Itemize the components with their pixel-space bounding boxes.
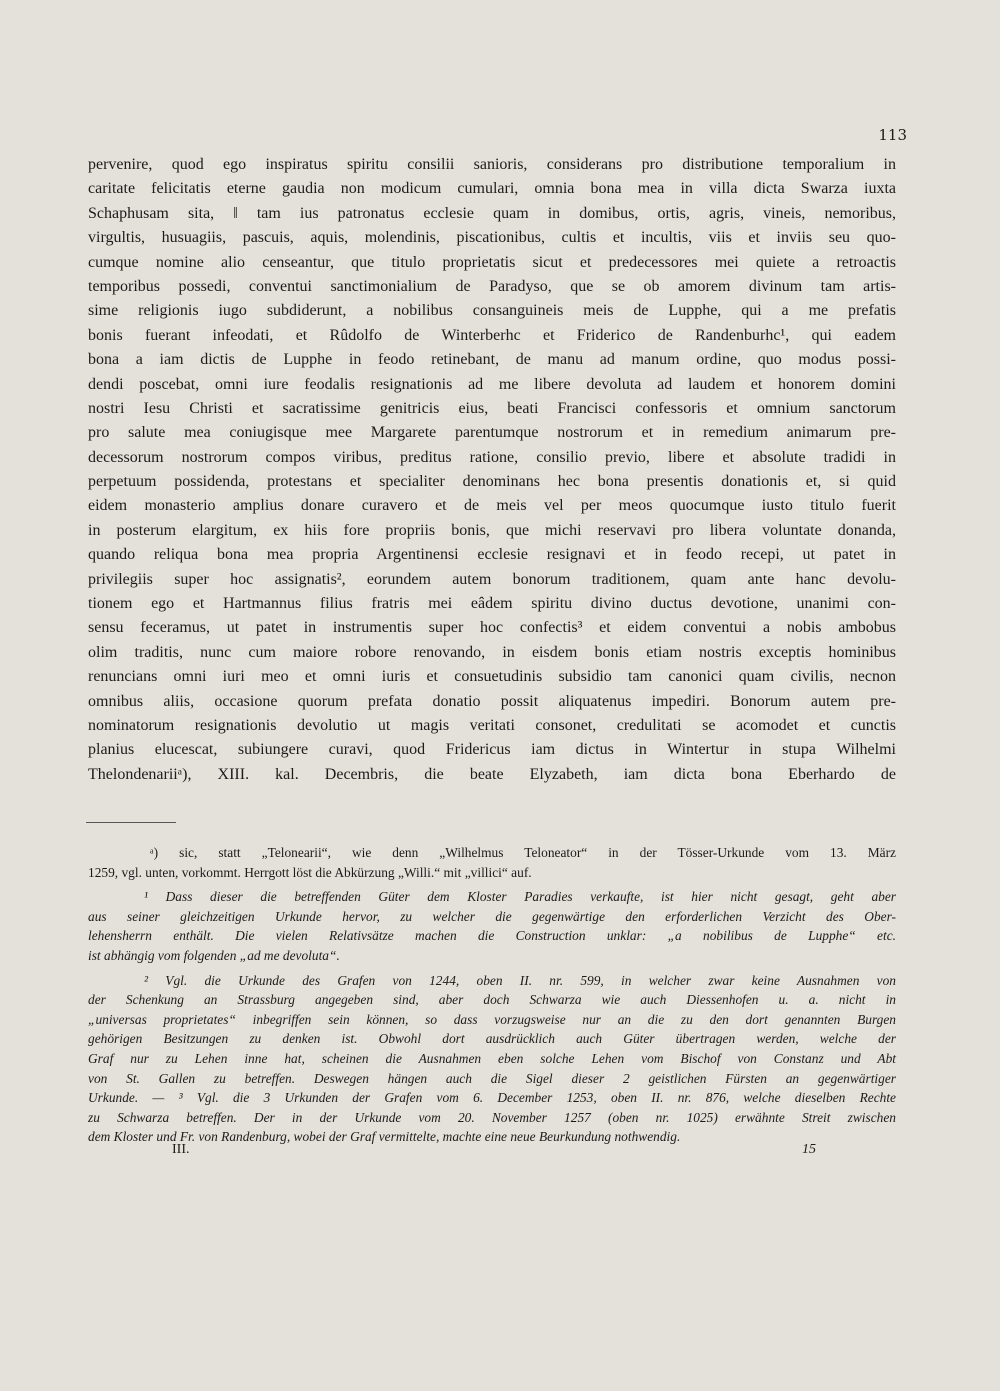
footnote-line: dem Kloster und Fr. von Randenburg, wobei der Graf vermittelte, machte eine neue Beurkundung nothwendig. [88,1129,681,1145]
footnote-line: lehensherrn enthält. Die vielen Relativsätze machen die Construction unklar: „a nobilibus de Lupphe“ etc. [88,928,896,944]
footnote-line: Graf nur zu Lehen inne hat, scheinen die Ausnahmen eben solche Lehen vom Bischof von Constanz und Abt [88,1050,896,1066]
footnotes [88,843,896,1152]
text-line: virgultis, husuagiis, pascuis, aquis, molendinis, piscationibus, cultis et incultis, viis et inviis seu quo- [88,229,896,247]
text-line: renuncians omni iuri meo et omni iuris et consuetudinis subsidio tam canonici quam civilis, necnon [88,668,896,686]
text-line: omnibus aliis, occasione quorum prefata donatio possit aliquatenus impediri. Bonorum autem pre- [88,692,896,710]
footnote-line: gehörigen Besitzungen zu denken ist. Obwohl dort ausdrücklich auch Güter übertragen werden, welche der [88,1031,896,1047]
main-text-body [88,153,896,787]
footnote-line: Urkunde. — ³ Vgl. die 3 Urkunden der Grafen vom 6. December 1253, oben II. nr. 876, welche dieselben Rechte [88,1090,896,1106]
footnote-line: von St. Gallen zu betreffen. Deswegen hängen auch die Sigel dieser 2 geistlichen Fürsten an gegenwärtiger [88,1070,896,1086]
text-line: perpetuum possidenda, protestans et specialiter denominans hec bona presentis donationis et, si quid [88,473,896,491]
footnote-line: ᵃ) sic, statt „Telonearii“, wie denn „Wilhelmus Teloneator“ in der Tösser-Urkunde vom 13. März [150,845,896,860]
footnote-line: ² Vgl. die Urkunde des Grafen von 1244, oben II. nr. 599, in welcher zwar keine Ausnahmen von [144,972,896,988]
text-line: bona a iam dictis de Lupphe in feodo retinebant, de manu ad manum ordine, quo modus possi- [88,351,896,369]
text-line: pervenire, quod ego inspiratus spiritu consilii sanioris, considerans pro distributione temporalium in [88,156,896,173]
footnote-line: zu Schwarza betreffen. Der in der Urkunde vom 20. November 1257 (oben nr. 1025) erwähnte Streit zwischen [88,1109,896,1125]
footnote-line: ist abhängig vom folgenden „ad me devoluta“. [88,947,340,963]
footnote-line: ¹ Dass dieser die betreffenden Güter dem Kloster Paradies verkaufte, ist hier nicht gesagt, geht aber [144,889,896,905]
text-line: Schaphusam sita, ‖ tam ius patronatus ecclesie quam in domibus, ortis, agris, vineis, nemoribus, [88,204,896,222]
text-line: privilegiis super hoc assignatis², eorundem autem bonorum traditionem, quam ante hanc devolu- [88,570,896,588]
volume-number: III. [172,1142,190,1157]
footnote-line: der Schenkung an Strassburg angegeben sind, aber doch Schwarza wie auch Diessenhofen u. a. nicht in [88,992,896,1008]
footnote-2-3 [88,971,896,1147]
text-line: Thelondenariiᵃ), XIII. kal. Decembris, die beate Elyzabeth, iam dicta bona Eberhardo de [88,765,896,783]
text-line: sensu feceramus, ut patet in instrumentis super hoc confectis³ et eidem conventui a nobis ambobus [88,619,896,637]
text-line: sime religionis iugo subdiderunt, a nobilibus consanguineis meis de Lupphe, qui a me prefatis [88,302,896,320]
footnote-line: 1259, vgl. unten, vorkommt. Herrgott löst die Abkürzung „Willi.“ mit „villici“ auf. [88,864,532,880]
text-line: nostri Iesu Christi et sacratissime genitricis eius, beati Francisci confessoris et omnium sanctorum [88,399,896,417]
text-line: quando reliqua bona mea propria Argentinensi ecclesie resignavi et in feodo recepi, ut patet in [88,546,896,564]
text-line: pro salute mea coniugisque mee Margarete parentumque nostrorum et in remedium animarum pre- [88,424,896,442]
text-line: cumque nomine alio censeantur, que titulo proprietatis sicut et predecessores mei quiete a retroactis [88,253,896,271]
footnote-1 [88,887,896,965]
footnote-line: aus seiner gleichzeitigen Urkunde hervor, zu welcher die gegenwärtige den erforderlichen Verzicht des Ober- [88,908,896,924]
text-line: olim traditis, nunc cum maiore robore renovando, in eisdem bonis etiam nostris exceptis hominibus [88,643,896,661]
footnote-separator [86,822,176,823]
footnote-a [88,843,896,882]
text-line: in posterum elargitum, ex hiis fore propriis bonis, que michi reservavi pro libera voluntate donanda, [88,521,896,539]
text-line: bonis fuerant infeodati, et Rûdolfo de Winterberhc et Friderico de Randenburhc¹, qui eadem [88,326,896,344]
footnote-line: „universas proprietates“ inbegriffen sein können, so dass vorzugsweise nur an die zu den dort genannten Burgen [88,1011,896,1027]
sheet-signature: 15 [802,1142,816,1157]
text-line: planius elucescat, subiungere curavi, quod Fridericus iam dictus in Wintertur in stupa Wilhelmi [88,741,896,759]
text-line: decessorum nostrorum compos viribus, preditus ratione, consilio previo, libere et absolute tradidi in [88,448,896,466]
text-line: dendi poscebat, omni iure feodalis resignationis ad me libere devoluta ad laudem et honorem domini [88,375,896,393]
text-line: caritate felicitatis eterne gaudia non modicum cumulari, omnia bona mea in villa dicta Swarza iuxta [88,180,896,198]
text-line: nominatorum resignationis devolutio ut magis veritati consonet, credulitati se acomodet et cunctis [88,716,896,734]
text-line: tionem ego et Hartmannus filius fratris mei eâdem spiritu divino ductus devotione, unanimi con- [88,595,896,613]
text-line: temporibus possedi, conventui sanctimonialium de Paradyso, que se ob amorem divinum tam artis- [88,277,896,295]
page-number: 113 [878,126,907,144]
text-line: eidem monasterio amplius donare curavero et de meis vel per meos quocumque iusto titulo fuerit [88,497,896,515]
